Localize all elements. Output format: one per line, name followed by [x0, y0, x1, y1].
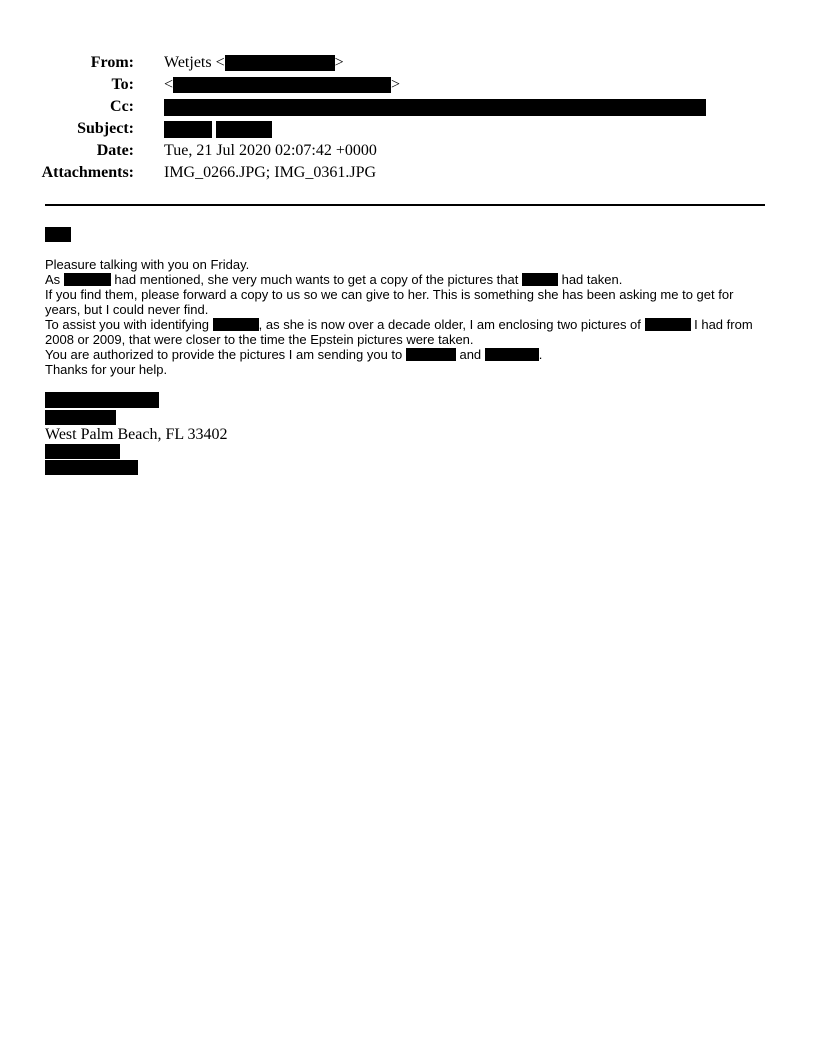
body-line: As had mentioned, she very much wants to get a copy of the pictures that had taken. [45, 272, 623, 287]
from-sender-name: Wetjets < [164, 54, 225, 71]
header-date-row [0, 140, 790, 162]
date-value: Tue, 21 Jul 2020 02:07:42 +0000 [164, 142, 377, 159]
from-close-bracket: > [334, 54, 344, 71]
signature-redaction [45, 460, 138, 475]
signature-redaction [45, 392, 159, 408]
attachments-label: Attachments: [41, 164, 134, 181]
cc-label: Cc: [110, 98, 134, 115]
redaction-bar [522, 273, 558, 286]
header-cc-row [0, 96, 790, 118]
from-value [164, 52, 344, 74]
header-from-row [0, 52, 790, 74]
redaction-bar [216, 121, 272, 138]
greeting-redaction [45, 227, 71, 242]
subject-value [164, 118, 272, 140]
body-line: Thanks for your help. [45, 362, 168, 377]
attachments-value[interactable]: IMG_0266.JPG; IMG_0361.JPG [164, 164, 377, 181]
header-divider [45, 204, 765, 206]
to-close-bracket: > [391, 76, 401, 93]
signature-redaction [45, 444, 120, 459]
redaction-bar [485, 348, 539, 361]
redaction-bar [164, 99, 706, 116]
date-label: Date: [96, 142, 134, 159]
to-label: To: [111, 76, 134, 93]
email-body [45, 257, 775, 377]
redaction-bar [406, 348, 456, 361]
subject-label: Subject: [77, 120, 134, 137]
body-line: Pleasure talking with you on Friday. [45, 257, 250, 272]
redaction-bar [645, 318, 691, 331]
from-label: From: [90, 54, 134, 71]
body-line: 2008 or 2009, that were closer to the time the Epstein pictures were taken. [45, 332, 474, 347]
redaction-bar [173, 77, 391, 93]
to-value [164, 74, 400, 96]
redaction-bar [225, 55, 335, 71]
header-subject-row [0, 118, 790, 140]
redaction-bar [213, 318, 259, 331]
to-open-bracket: < [164, 76, 174, 93]
signature-redaction [45, 410, 116, 425]
body-line: You are authorized to provide the pictures I am sending you to and . [45, 347, 543, 362]
redaction-bar [64, 273, 111, 286]
body-line: If you find them, please forward a copy to us so we can give to her. This is something she has been asking me to get for [45, 287, 734, 302]
cc-value [164, 96, 706, 118]
body-line: years, but I could never find. [45, 302, 209, 317]
signature-city-line: West Palm Beach, FL 33402 [45, 426, 228, 443]
header-to-row [0, 74, 790, 96]
header-attachments-row [0, 162, 790, 184]
redaction-bar [164, 121, 212, 138]
body-line: To assist you with identifying , as she is now over a decade older, I am enclosing two pictures of I had from [45, 317, 753, 332]
